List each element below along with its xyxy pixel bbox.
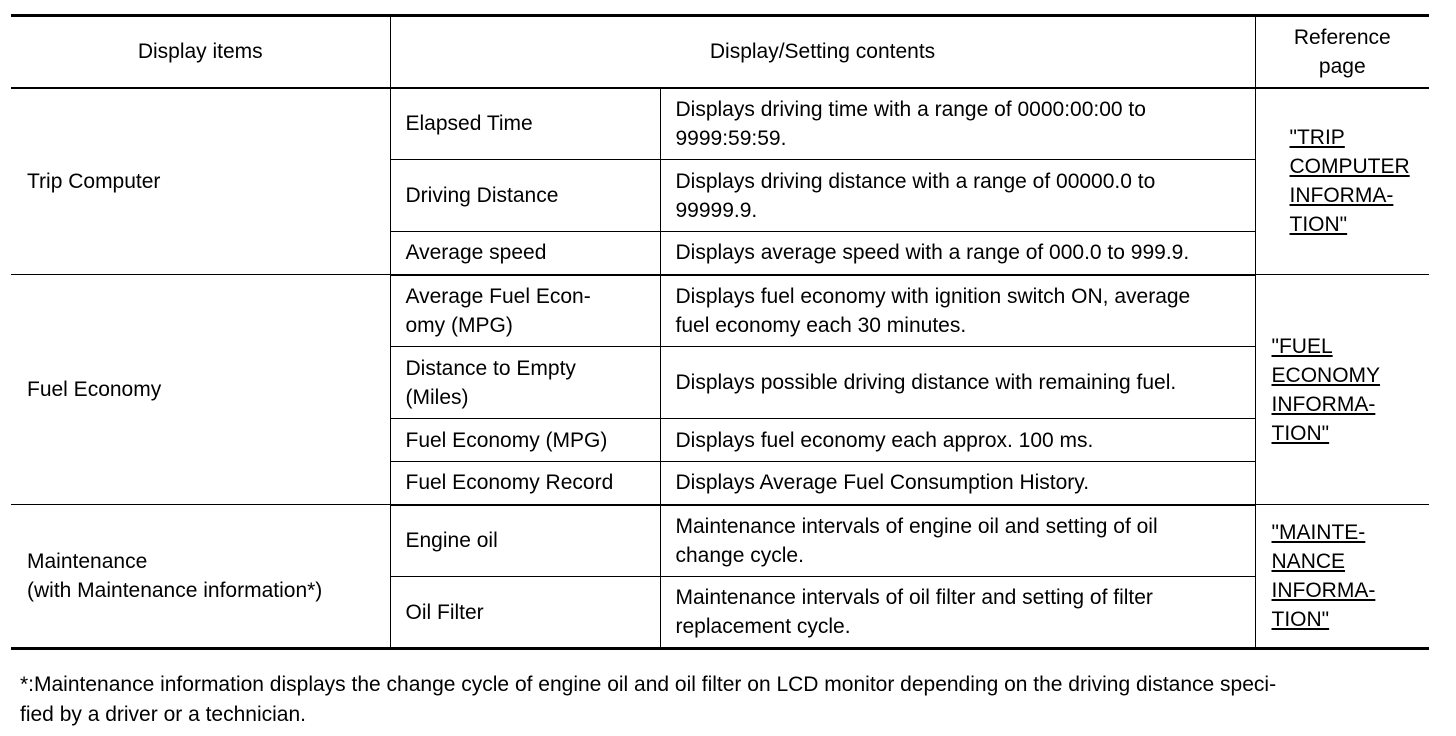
header-display-items: Display items: [11, 16, 390, 88]
content-cell: Displays fuel economy with ignition switch ON, average fuel economy each 30 minutes.: [660, 275, 1255, 347]
group-label: Trip Computer: [11, 88, 390, 275]
item-label: Driving Distance: [390, 160, 660, 232]
content-cell: Displays driving time with a range of 0000:00:00 to 9999:59:59.: [660, 88, 1255, 160]
item-label: Average speed: [390, 232, 660, 275]
item-label: Engine oil: [390, 505, 660, 577]
item-label: Average Fuel Econ- omy (MPG): [390, 275, 660, 347]
footnote: *:Maintenance information displays the change cycle of engine oil and oil filter on LCD monitor depending on the driving distance speci- fied by a driver or a technician.: [20, 673, 1277, 726]
content-cell: Displays possible driving distance with remaining fuel.: [660, 347, 1255, 419]
table-row: [11, 275, 1429, 347]
table-row: [11, 88, 1429, 160]
group-label: Fuel Economy: [11, 275, 390, 505]
header-display-setting-contents: Display/Setting contents: [390, 16, 1255, 88]
group-fuel-economy: [11, 275, 1429, 505]
content-cell: Maintenance intervals of oil filter and setting of filter replacement cycle.: [660, 577, 1255, 649]
group-label: Maintenance (with Maintenance information*): [11, 505, 390, 649]
content-cell: Displays driving distance with a range of 00000.0 to 99999.9.: [660, 160, 1255, 232]
content-cell: Maintenance intervals of engine oil and setting of oil change cycle.: [660, 505, 1255, 577]
item-label: Fuel Economy (MPG): [390, 419, 660, 462]
content-cell: Displays fuel economy each approx. 100 ms.: [660, 419, 1255, 462]
reference-link-fuel-economy[interactable]: "FUEL ECONOMY INFORMA- TION": [1271, 334, 1381, 445]
item-label: Fuel Economy Record: [390, 462, 660, 505]
reference-link-maintenance[interactable]: "MAINTE- NANCE INFORMA- TION": [1271, 521, 1376, 631]
group-trip-computer: [11, 88, 1429, 275]
group-maintenance: [11, 505, 1429, 649]
content-cell: Displays Average Fuel Consumption History.: [660, 462, 1255, 505]
item-label: Elapsed Time: [390, 88, 660, 160]
table-header-row: [11, 16, 1429, 88]
reference-cell: [1255, 88, 1429, 275]
item-label: Oil Filter: [390, 577, 660, 649]
reference-cell: [1255, 505, 1429, 649]
item-label: Distance to Empty (Miles): [390, 347, 660, 419]
table-row: [11, 505, 1429, 577]
content-cell: Displays average speed with a range of 000.0 to 999.9.: [660, 232, 1255, 275]
display-items-table: [11, 14, 1429, 650]
reference-link-trip-computer[interactable]: "TRIP COMPUTER INFORMA- TION": [1289, 126, 1410, 237]
header-reference-page: Reference page: [1255, 16, 1429, 88]
reference-cell: [1255, 275, 1429, 505]
